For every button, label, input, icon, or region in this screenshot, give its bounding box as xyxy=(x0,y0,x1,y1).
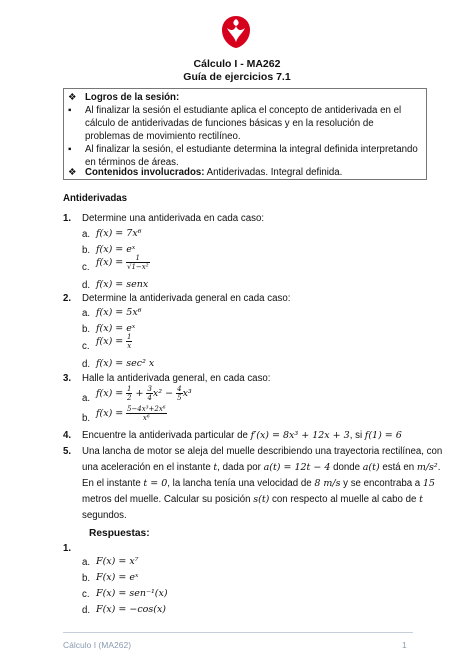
q1-number: 1. xyxy=(63,213,72,224)
item-label: b. xyxy=(82,573,91,584)
square-bullet-icon: ▪ xyxy=(68,144,72,155)
item-label: d. xyxy=(82,359,91,370)
answer-b: F(x) = eˣ xyxy=(96,572,139,583)
q1-a: f(x) = 7x⁶ xyxy=(96,228,142,239)
answers-title: Respuestas: xyxy=(89,528,150,539)
contenidos: Contenidos involucrados: Antiderivadas. Integral definida. xyxy=(85,167,343,178)
answer-a: F(x) = x⁷ xyxy=(96,556,139,567)
item-label: d. xyxy=(82,280,91,291)
diamond-bullet-icon: ❖ xyxy=(68,167,77,178)
university-logo xyxy=(218,14,254,50)
q5-line-3: En el instante t = 0, la lancha tenía una velocidad de 8 m/s y se encontraba a 15 xyxy=(82,478,435,489)
item-label: d. xyxy=(82,605,91,616)
q2-a: f(x) = 5x⁶ xyxy=(96,307,142,318)
q3-number: 3. xyxy=(63,373,72,384)
answers-q1-number: 1. xyxy=(63,543,72,554)
page-number: 1 xyxy=(402,640,407,650)
q2-text: Determine la antiderivada general en cada caso: xyxy=(82,293,291,304)
q5-line-1: Una lancha de motor se aleja del muelle describiendo una trayectoria rectilínea, con xyxy=(82,446,443,457)
q4-text: Encuentre la antiderivada particular de f′(x) = 8x³ + 12x + 3, si f(1) = 6 xyxy=(82,430,402,441)
q2-d: f(x) = sec² x xyxy=(96,358,155,369)
answer-d: F(x) = −cos(x) xyxy=(96,604,167,615)
item-label: c. xyxy=(82,341,90,352)
q5-line-4: metros del muelle. Calcular su posición s(t) con respecto al muelle al cabo de t xyxy=(82,494,423,505)
diamond-bullet-icon: ❖ xyxy=(68,92,77,103)
q2-c: f(x) = $\frac{1}{x}$ xyxy=(96,333,132,350)
q1-d: f(x) = senx xyxy=(96,279,149,290)
item-label: a. xyxy=(82,308,91,319)
logro-1: Al finalizar la sesión el estudiante aplica el concepto de antiderivada en el cálculo de antiderivadas de funciones básicas y en la resolución de problemas de movimiento rectilíneo. xyxy=(85,105,402,142)
document-title: Cálculo I - MA262 xyxy=(193,58,281,70)
footer-divider xyxy=(63,632,413,633)
item-label: c. xyxy=(82,589,90,600)
section-heading: Antiderivadas xyxy=(63,193,128,204)
q4-number: 4. xyxy=(63,430,72,441)
item-label: a. xyxy=(82,393,91,404)
item-label: b. xyxy=(82,324,91,335)
document-subtitle: Guía de ejercicios 7.1 xyxy=(183,71,291,83)
q5-line-5: segundos. xyxy=(82,510,127,521)
item-label: b. xyxy=(82,413,91,424)
answer-c: F(x) = sen⁻¹(x) xyxy=(96,588,168,599)
logros-title: Logros de la sesión: xyxy=(85,92,180,103)
q5-line-2: una aceleración en el instante t, dada por a(t) = 12t − 4 donde a(t) está en m/s². xyxy=(82,462,441,473)
q2-b: f(x) = eˣ xyxy=(96,323,136,334)
item-label: b. xyxy=(82,245,91,256)
item-label: a. xyxy=(82,229,91,240)
q3-b: f(x) = $\frac{\text{5−4x³+2x⁶}}{\text{x⁶}}$ xyxy=(96,405,166,422)
item-label: a. xyxy=(82,557,91,568)
q1-c: f(x) = $\frac{1}{\text{√1−x²}}$ xyxy=(96,254,149,271)
footer-course: Cálculo I (MA262) xyxy=(63,640,132,650)
square-bullet-icon: ▪ xyxy=(68,105,72,116)
logro-2: Al finalizar la sesión, el estudiante determina la integral definida interpretando en términos de áreas. xyxy=(85,144,418,168)
q2-number: 2. xyxy=(63,293,72,304)
q3-a: f(x) = $\frac{1}{2}$ + $\frac{3}{4}$ x² − $\frac{4}{5}$ x³ xyxy=(96,385,192,402)
q1-text: Determine una antiderivada en cada caso: xyxy=(82,213,265,224)
q1-b: f(x) = eˣ xyxy=(96,244,136,255)
logros-box xyxy=(63,88,427,180)
q5-number: 5. xyxy=(63,446,72,457)
q3-text: Halle la antiderivada general, en cada caso: xyxy=(82,373,271,384)
item-label: c. xyxy=(82,262,90,273)
